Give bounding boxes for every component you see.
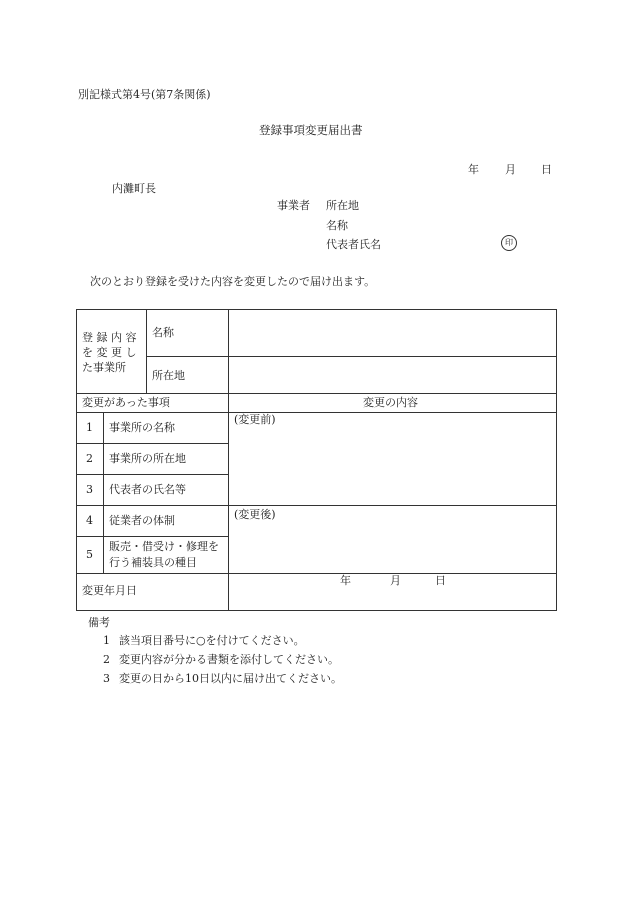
after-change-label: (変更後) bbox=[234, 508, 276, 521]
item-number[interactable]: 2 bbox=[86, 452, 93, 465]
change-date-day: 日 bbox=[435, 574, 446, 587]
note-item bbox=[103, 670, 342, 686]
change-notification-table bbox=[76, 309, 557, 611]
after-change-field[interactable] bbox=[229, 524, 556, 573]
notes-title: 備考 bbox=[88, 616, 110, 629]
note-text: 該当項目番号に○を付けてください。 bbox=[119, 634, 305, 647]
applicant-label: 事業者 bbox=[277, 199, 310, 212]
rule-registered-block bbox=[76, 393, 557, 394]
addressee: 内灘町長 bbox=[112, 182, 156, 195]
form-number-label: 別記様式第4号(第7条関係) bbox=[78, 88, 211, 101]
note-item bbox=[103, 651, 339, 667]
rule-header bbox=[76, 412, 557, 413]
office-address-field[interactable] bbox=[229, 357, 556, 393]
item-label-line2: 行う補装具の種目 bbox=[109, 556, 197, 569]
table-border-bottom bbox=[76, 610, 557, 611]
office-name-label: 名称 bbox=[152, 326, 174, 339]
representative-name-label: 代表者氏名 bbox=[326, 238, 381, 251]
seal-mark: 印 bbox=[501, 235, 517, 251]
rule-item-number bbox=[103, 412, 104, 574]
change-date-year: 年 bbox=[340, 574, 351, 587]
rule-change-date bbox=[76, 573, 557, 574]
office-name-field[interactable] bbox=[229, 310, 556, 356]
applicant-name-label: 名称 bbox=[326, 219, 348, 232]
change-date-label: 変更年月日 bbox=[82, 584, 137, 597]
item-label-line1: 販売・借受け・修理を bbox=[109, 540, 219, 553]
registered-office-label-1: 登 録 内 容 bbox=[82, 331, 137, 344]
rule-item-4 bbox=[76, 536, 228, 537]
note-number: 3 bbox=[103, 672, 110, 685]
item-number[interactable]: 3 bbox=[86, 483, 93, 496]
date-month-label: 月 bbox=[505, 163, 516, 176]
registered-office-label-2: を 変 更 し bbox=[82, 346, 137, 359]
applicant-address-label: 所在地 bbox=[326, 199, 359, 212]
registered-office-label-3: た事業所 bbox=[82, 361, 126, 374]
item-number[interactable]: 4 bbox=[86, 514, 93, 527]
table-border-right bbox=[556, 309, 557, 611]
rule-item-2 bbox=[76, 474, 228, 475]
note-number: 2 bbox=[103, 653, 110, 666]
date-year-label: 年 bbox=[468, 163, 479, 176]
note-text: 変更の日から10日以内に届け出てください。 bbox=[119, 672, 342, 685]
office-address-label: 所在地 bbox=[152, 369, 185, 382]
note-item bbox=[103, 632, 305, 648]
note-text: 変更内容が分かる書類を添付してください。 bbox=[119, 653, 339, 666]
item-number[interactable]: 5 bbox=[86, 548, 93, 561]
content-header: 変更の内容 bbox=[363, 396, 418, 409]
document-title: 登録事項変更届出書 bbox=[259, 123, 363, 137]
before-change-label: (変更前) bbox=[234, 413, 276, 426]
item-label: 事業所の所在地 bbox=[109, 452, 186, 465]
item-number[interactable]: 1 bbox=[86, 421, 93, 434]
item-label: 従業者の体制 bbox=[109, 514, 175, 527]
rule-before-after bbox=[76, 505, 557, 506]
intro-statement: 次のとおり登録を受けた内容を変更したので届け出ます。 bbox=[90, 275, 376, 288]
date-day-label: 日 bbox=[541, 163, 552, 176]
before-change-field[interactable] bbox=[229, 429, 556, 505]
rule-item-1 bbox=[76, 443, 228, 444]
item-label: 代表者の氏名等 bbox=[109, 483, 186, 496]
change-date-month: 月 bbox=[390, 574, 401, 587]
note-number: 1 bbox=[103, 634, 110, 647]
item-label: 事業所の名称 bbox=[109, 421, 175, 434]
table-border-left bbox=[76, 309, 77, 611]
rule-registered-label bbox=[146, 309, 147, 394]
items-header: 変更があった事項 bbox=[82, 396, 170, 409]
